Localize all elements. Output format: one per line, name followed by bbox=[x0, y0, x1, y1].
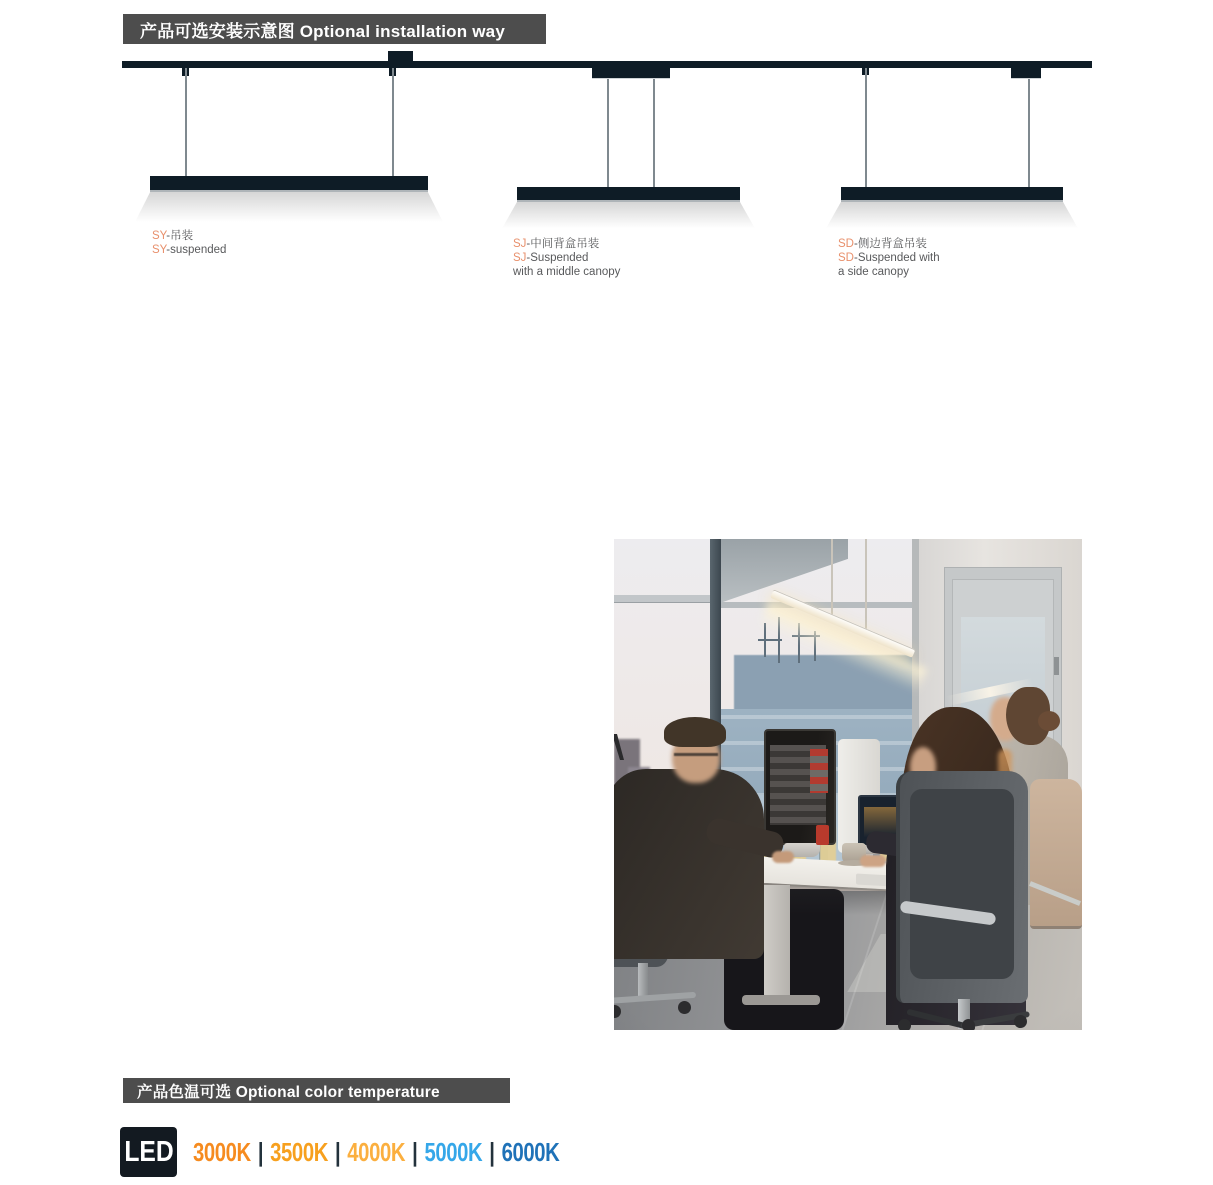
door-hinge bbox=[1054, 657, 1059, 675]
desk-foot bbox=[742, 995, 820, 1005]
side-canopy bbox=[1011, 67, 1041, 79]
linear-light-fixture bbox=[841, 187, 1063, 202]
separator: | bbox=[412, 1136, 418, 1167]
label-line-extra: a side canopy bbox=[838, 266, 909, 278]
temp-option-3500k: 3500K bbox=[270, 1136, 328, 1167]
diagram-label-sj bbox=[513, 237, 620, 279]
screen-content-red bbox=[810, 749, 828, 793]
label-line-cn bbox=[838, 237, 940, 251]
model-code: SY bbox=[152, 230, 167, 242]
man-hair bbox=[664, 717, 726, 747]
chair-wheel bbox=[898, 1019, 911, 1030]
glasses bbox=[674, 753, 718, 756]
diagram-label-sy bbox=[152, 229, 226, 257]
red-object bbox=[816, 825, 829, 845]
led-badge-label: LED bbox=[123, 1135, 174, 1168]
color-temperature-row bbox=[193, 1131, 559, 1173]
hair-bun bbox=[1038, 711, 1060, 731]
model-code: SY bbox=[152, 244, 167, 256]
suspension-wire bbox=[392, 68, 394, 177]
installation-section-title: 产品可选安装示意图 Optional installation way bbox=[140, 21, 505, 41]
color-temp-section-header bbox=[123, 1078, 510, 1103]
suspension-wire bbox=[653, 79, 655, 188]
seated-woman-hand bbox=[860, 855, 886, 867]
suspension-wire bbox=[865, 68, 867, 188]
pendant-wire bbox=[831, 539, 833, 623]
chair-wheel bbox=[1014, 1015, 1027, 1028]
label-en-text: -Suspended bbox=[526, 252, 589, 264]
middle-canopy bbox=[592, 67, 670, 79]
label-cn-text: -吊装 bbox=[166, 230, 194, 242]
installation-section-header bbox=[123, 14, 546, 44]
label-line-en bbox=[513, 251, 620, 265]
temp-option-3000k: 3000K bbox=[193, 1136, 251, 1167]
chair-pad bbox=[910, 789, 1014, 979]
desk-leg bbox=[764, 885, 790, 1001]
temp-option-5000k: 5000K bbox=[424, 1136, 483, 1167]
label-line-en bbox=[152, 243, 226, 257]
linear-light-fixture bbox=[150, 176, 428, 192]
suspension-wire bbox=[185, 68, 187, 177]
office-application-photo bbox=[614, 539, 1082, 1030]
model-code: SD bbox=[838, 238, 854, 250]
model-code: SJ bbox=[513, 238, 527, 250]
chair-wheel bbox=[962, 1019, 975, 1030]
seated-man bbox=[614, 769, 764, 959]
label-line-cn bbox=[152, 229, 226, 243]
label-en-text: -suspended bbox=[166, 244, 227, 256]
linear-light-fixture bbox=[517, 187, 740, 202]
window-transom bbox=[720, 602, 920, 608]
label-line-cn bbox=[513, 237, 620, 251]
separator: | bbox=[257, 1136, 264, 1167]
label-en-text: -Suspended with bbox=[853, 252, 940, 264]
light-beam bbox=[824, 202, 1080, 232]
model-code: SJ bbox=[513, 252, 527, 264]
label-line-extra: with a middle canopy bbox=[513, 266, 621, 278]
ceiling-junction-box bbox=[388, 51, 413, 61]
diagram-label-sd bbox=[838, 237, 940, 279]
antenna-crossbar bbox=[758, 639, 782, 641]
pendant-wire bbox=[865, 539, 867, 638]
window-transom bbox=[614, 595, 710, 602]
light-beam bbox=[133, 192, 445, 226]
color-temp-section-title: 产品色温可选 Optional color temperature bbox=[137, 1083, 440, 1101]
temp-option-6000k: 6000K bbox=[501, 1136, 560, 1167]
chair-pole bbox=[638, 963, 648, 999]
label-cn-text: -中间背盒吊装 bbox=[526, 238, 600, 250]
label-line-en bbox=[838, 251, 940, 265]
label-cn-text: -侧边背盒吊装 bbox=[853, 238, 927, 250]
model-code: SD bbox=[838, 252, 854, 264]
suspension-wire bbox=[1028, 79, 1030, 188]
suspension-wire bbox=[607, 79, 609, 188]
led-badge bbox=[120, 1127, 177, 1177]
chair-wheel bbox=[678, 1001, 691, 1014]
beige-chair bbox=[1030, 779, 1082, 929]
separator: | bbox=[489, 1136, 495, 1167]
temp-option-4000k: 4000K bbox=[347, 1136, 406, 1167]
separator: | bbox=[334, 1136, 341, 1167]
light-beam bbox=[500, 202, 757, 232]
man-hand bbox=[772, 851, 794, 863]
